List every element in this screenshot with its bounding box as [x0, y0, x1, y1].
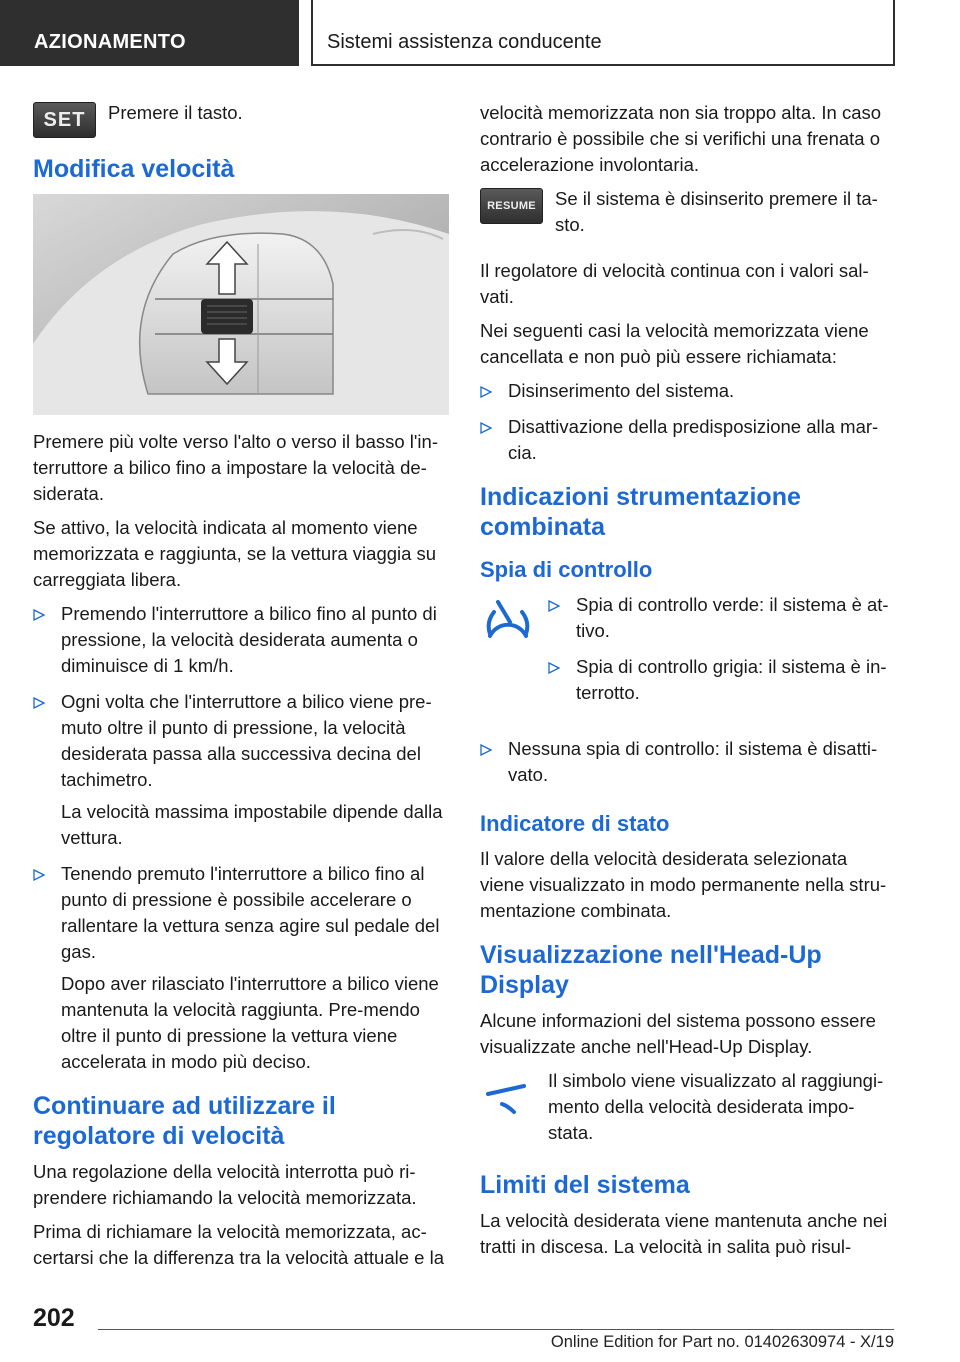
cancel-bullet-list	[480, 378, 896, 466]
stato-paragraph: Il valore della velocità desiderata selezionata viene visualizzato in modo permanente nella stru-mentazione combinata.	[480, 848, 887, 921]
resume-key-icon: RESUME	[480, 188, 543, 224]
chapter-tab: Sistemi assistenza conducente	[311, 0, 895, 66]
footer-divider	[98, 1329, 894, 1330]
section-tab: AZIONAMENTO	[0, 0, 299, 66]
heading-limiti: Limiti del sistema	[480, 1171, 690, 1199]
list-item: Nessuna spia di controllo: il sistema è disatti-vato.	[480, 736, 896, 788]
resume-paragraph: Il regolatore di velocità continua con i valori sal-vati.	[480, 260, 869, 307]
bullet-triangle-icon	[480, 744, 492, 756]
cancel-paragraph: Nei seguenti casi la velocità memorizzata viene cancellata e non può più essere richiamata:	[480, 320, 869, 367]
bullet-triangle-icon	[548, 600, 560, 612]
bullet-triangle-icon	[480, 386, 492, 398]
list-item: Spia di controllo verde: il sistema è at-tivo.	[548, 592, 896, 644]
resume-key-row	[480, 186, 896, 246]
heading-spia: Spia di controllo	[480, 557, 653, 582]
page-header	[0, 0, 960, 66]
heading-modifica-velocita: Modifica velocità	[33, 155, 235, 183]
bullet-triangle-icon	[548, 662, 560, 674]
continuare-paragraph-3: velocità memorizzata non sia troppo alta. In caso contrario è possibile che si verifichi una frenata o accelerazione involontaria.	[480, 102, 882, 175]
hud-row	[480, 1068, 896, 1154]
set-key-icon: SET	[33, 102, 96, 138]
modifica-paragraph-1: Premere più volte verso l'alto o verso il basso l'in-terruttore a bilico fino a impostare la velocità de-siderata.	[33, 431, 438, 504]
right-column	[480, 100, 896, 1268]
hud-speed-symbol-icon	[480, 1068, 536, 1124]
hud-symbol-text: Il simbolo viene visualizzato al raggiungi-mento della velocità desiderata impo-stata.	[548, 1070, 884, 1143]
left-column	[33, 100, 449, 1279]
heading-indicazioni: Indicazioni strumentazione combinata	[480, 483, 801, 541]
heading-hud: Visualizzazione nell'Head-Up Display	[480, 941, 822, 999]
spia-row	[480, 592, 896, 724]
resume-key-text: Se il sistema è disinserito premere il ta-sto.	[555, 188, 878, 235]
modifica-bullet-list	[33, 601, 449, 1075]
bullet-triangle-icon	[33, 869, 45, 881]
heading-stato: Indicatore di stato	[480, 811, 670, 836]
continuare-paragraph-2: Prima di richiamare la velocità memorizzata, ac-certarsi che la differenza tra la velocità attuale e la	[33, 1221, 444, 1268]
modifica-paragraph-2: Se attivo, la velocità indicata al momento viene memorizzata e raggiunta, se la vettura viaggia su carreggiata libera.	[33, 517, 437, 590]
limiti-paragraph: La velocità desiderata viene mantenuta anche nei tratti in discesa. La velocità in salita può risul-	[480, 1210, 888, 1257]
list-item: Disattivazione della predisposizione alla mar-cia.	[480, 414, 896, 466]
steering-wheel-rocker-switch-photo	[33, 194, 449, 415]
page-number: 202	[33, 1304, 75, 1332]
set-key-text: Premere il tasto.	[108, 102, 243, 123]
hud-paragraph: Alcune informazioni del sistema possono essere visualizzate anche nell'Head-Up Display.	[480, 1010, 876, 1057]
list-item: Ogni volta che l'interruttore a bilico viene pre-muto oltre il punto di pressione, la velocità desiderata passa alla successiva decina del tachimetro. La velocità massima impostabile dipende dalla vettura.	[33, 689, 449, 851]
bullet-triangle-icon	[480, 422, 492, 434]
list-item: Spia di controllo grigia: il sistema è in-terrotto.	[548, 654, 896, 706]
footer-edition: Online Edition for Part no. 01402630974 - X/19	[550, 1333, 894, 1351]
spia-bullet-list	[548, 592, 896, 716]
heading-continuare: Continuare ad utilizzare il regolatore di velocità	[33, 1092, 336, 1150]
list-item: Tenendo premuto l'interruttore a bilico fino al punto di pressione è possibile accelerare o rallentare la vettura senza agire sul pedale del gas. Dopo aver rilasciato l'interruttore a bilico viene mantenuta la velocità raggiunta. Pre-mendo oltre il punto di pressione la vettura viene accelerata in modo più deciso.	[33, 861, 449, 1075]
bullet-triangle-icon	[33, 609, 45, 621]
continuare-paragraph-1: Una regolazione della velocità interrotta può ri-prendere richiamando la velocità memorizzata.	[33, 1161, 417, 1208]
speedometer-indicator-icon	[480, 592, 536, 648]
spia-none-list	[480, 736, 896, 788]
list-item: Disinserimento del sistema.	[480, 378, 896, 404]
list-item: Premendo l'interruttore a bilico fino al punto di pressione, la velocità desiderata aumenta o diminuisce di 1 km/h.	[33, 601, 449, 679]
set-key-row	[33, 100, 449, 138]
bullet-triangle-icon	[33, 697, 45, 709]
